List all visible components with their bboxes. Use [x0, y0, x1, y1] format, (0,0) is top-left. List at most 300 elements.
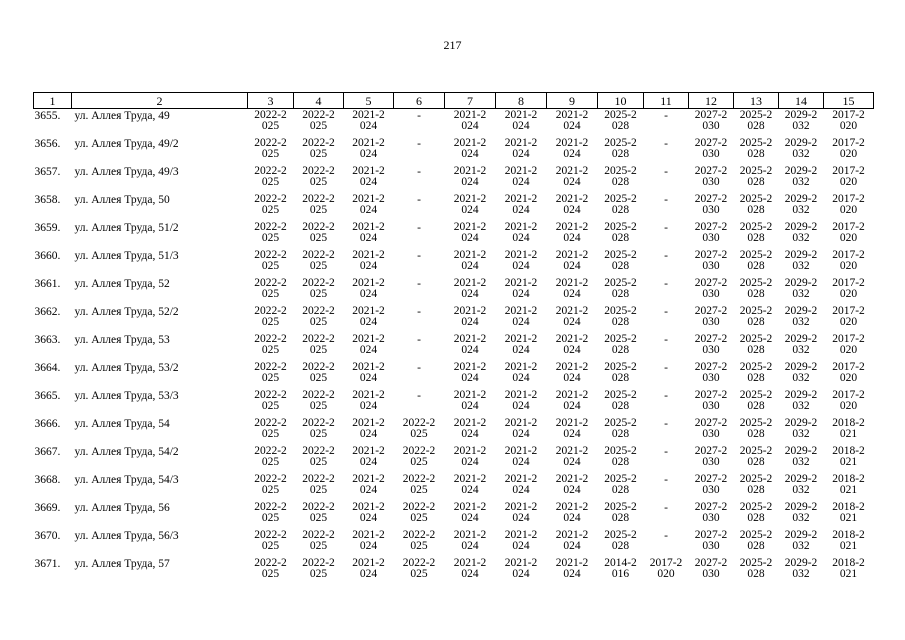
period-cell: [248, 529, 294, 557]
period-value: 2022-2025: [254, 445, 287, 468]
period-value: 2021-2024: [555, 417, 589, 440]
period-value: 2022-2025: [402, 501, 436, 524]
table-row: [34, 529, 874, 557]
period-value: 2017-2020: [649, 557, 683, 580]
row-number: 3667.: [34, 446, 61, 458]
period-value: 2022-2025: [402, 557, 436, 580]
period-value: 2021-2024: [352, 249, 385, 272]
period-value: 2021-2024: [504, 137, 538, 160]
period-value: 2022-2025: [302, 445, 335, 468]
address-cell: ул. Аллея Труда, 51/3: [74, 250, 179, 262]
period-value: 2021-2024: [453, 529, 487, 552]
period-cell: [496, 109, 547, 138]
period-value: 2021-2024: [504, 333, 538, 356]
period-cell: [734, 277, 779, 305]
period-value: 2022-2025: [302, 109, 335, 132]
period-value: 2025-2028: [604, 137, 637, 160]
address-cell: ул. Аллея Труда, 57: [74, 558, 170, 570]
period-cell: [394, 473, 445, 501]
period-value: 2017-2020: [832, 333, 865, 356]
period-value: 2025-2028: [604, 529, 637, 552]
period-value: 2022-2025: [302, 389, 335, 412]
period-value: 2017-2020: [832, 389, 865, 412]
row-number: 3661.: [34, 278, 61, 290]
period-value: 2021-2024: [555, 473, 589, 496]
period-cell: [689, 277, 734, 305]
table-row: [34, 221, 874, 249]
period-cell: [294, 305, 344, 333]
period-cell: [689, 333, 734, 361]
period-cell: [598, 529, 644, 557]
period-cell: [598, 417, 644, 445]
column-header-15: 15: [824, 93, 874, 109]
period-cell: [496, 501, 547, 529]
period-value: 2022-2025: [402, 473, 436, 496]
period-value: 2021-2024: [504, 501, 538, 524]
period-cell: [294, 221, 344, 249]
period-cell: [496, 193, 547, 221]
table-row: [34, 445, 874, 473]
period-cell: [779, 389, 824, 417]
period-value: 2021-2024: [453, 361, 487, 384]
period-value: 2021-2024: [352, 137, 385, 160]
period-value: 2017-2020: [832, 137, 865, 160]
period-cell: [689, 445, 734, 473]
address-cell: ул. Аллея Труда, 51/2: [74, 222, 179, 234]
address-cell: ул. Аллея Труда, 50: [74, 194, 170, 206]
period-value: 2021-2024: [504, 557, 538, 580]
period-cell: [248, 473, 294, 501]
period-value: 2027-2030: [694, 473, 728, 496]
period-value: 2025-2028: [604, 277, 637, 300]
period-cell: [779, 193, 824, 221]
period-value: 2029-2032: [784, 277, 818, 300]
period-cell: [294, 333, 344, 361]
period-value: 2021-2024: [352, 473, 385, 496]
period-cell: [734, 445, 779, 473]
period-value: 2029-2032: [784, 473, 818, 496]
period-value: 2029-2032: [784, 445, 818, 468]
period-cell: [734, 221, 779, 249]
table-row: [34, 249, 874, 277]
period-cell: [344, 557, 394, 585]
period-cell: [344, 109, 394, 138]
period-value: 2027-2030: [694, 529, 728, 552]
period-cell: [824, 473, 874, 501]
period-value: 2022-2025: [302, 361, 335, 384]
empty-period-cell: -: [664, 390, 668, 402]
period-cell: [547, 193, 598, 221]
period-cell: [779, 333, 824, 361]
address-cell: ул. Аллея Труда, 49: [74, 110, 170, 122]
period-value: 2018-2021: [832, 529, 865, 552]
period-value: 2029-2032: [784, 137, 818, 160]
address-cell: ул. Аллея Труда, 52: [74, 278, 170, 290]
period-value: 2025-2028: [604, 389, 637, 412]
period-value: 2021-2024: [504, 417, 538, 440]
period-value: 2022-2025: [254, 249, 287, 272]
address-cell: ул. Аллея Труда, 49/2: [74, 138, 179, 150]
period-value: 2027-2030: [694, 109, 728, 132]
period-cell: [824, 529, 874, 557]
period-cell: [598, 445, 644, 473]
period-cell: [496, 473, 547, 501]
period-cell: [547, 333, 598, 361]
period-value: 2017-2020: [832, 277, 865, 300]
column-header-4: 4: [294, 93, 344, 109]
period-value: 2029-2032: [784, 109, 818, 132]
period-cell: [294, 165, 344, 193]
period-value: 2017-2020: [832, 361, 865, 384]
period-cell: [824, 249, 874, 277]
period-value: 2027-2030: [694, 137, 728, 160]
period-cell: [248, 249, 294, 277]
period-cell: [598, 361, 644, 389]
period-cell: [344, 221, 394, 249]
column-header-9: 9: [547, 93, 598, 109]
period-value: 2021-2024: [352, 389, 385, 412]
period-value: 2017-2020: [832, 249, 865, 272]
period-cell: [779, 417, 824, 445]
period-value: 2029-2032: [784, 333, 818, 356]
period-value: 2025-2028: [739, 361, 773, 384]
period-value: 2022-2025: [302, 277, 335, 300]
empty-period-cell: -: [664, 278, 668, 290]
page-number: 217: [443, 38, 462, 52]
row-number: 3666.: [34, 418, 61, 430]
period-value: 2018-2021: [832, 445, 865, 468]
period-value: 2029-2032: [784, 557, 818, 580]
period-cell: [734, 389, 779, 417]
table-row: [34, 473, 874, 501]
period-value: 2025-2028: [739, 249, 773, 272]
period-cell: [598, 109, 644, 138]
period-cell: [779, 165, 824, 193]
empty-period-cell: -: [664, 418, 668, 430]
column-header-6: 6: [394, 93, 445, 109]
period-value: 2022-2025: [302, 501, 335, 524]
column-number-row: [34, 93, 874, 109]
period-value: 2022-2025: [254, 361, 287, 384]
period-cell: [344, 445, 394, 473]
period-cell: [598, 389, 644, 417]
period-value: 2021-2024: [352, 193, 385, 216]
period-cell: [547, 473, 598, 501]
period-value: 2025-2028: [739, 333, 773, 356]
period-value: 2021-2024: [504, 445, 538, 468]
period-value: 2021-2024: [555, 361, 589, 384]
period-value: 2022-2025: [254, 277, 287, 300]
period-value: 2021-2024: [555, 193, 589, 216]
period-value: 2022-2025: [302, 193, 335, 216]
period-cell: [547, 417, 598, 445]
period-value: 2025-2028: [604, 165, 637, 188]
period-value: 2025-2028: [604, 333, 637, 356]
period-value: 2022-2025: [302, 305, 335, 328]
period-cell: [734, 193, 779, 221]
period-cell: [547, 361, 598, 389]
period-value: 2021-2024: [453, 501, 487, 524]
period-cell: [689, 557, 734, 585]
period-cell: [445, 333, 496, 361]
period-cell: [248, 109, 294, 138]
period-cell: [824, 193, 874, 221]
period-cell: [496, 137, 547, 165]
period-value: 2022-2025: [302, 473, 335, 496]
period-cell: [445, 389, 496, 417]
period-value: 2021-2024: [453, 557, 487, 580]
empty-period-cell: -: [417, 306, 421, 318]
period-value: 2021-2024: [453, 417, 487, 440]
table-body: [34, 109, 874, 586]
period-cell: [779, 137, 824, 165]
address-cell: ул. Аллея Труда, 56/3: [74, 530, 179, 542]
table-row: [34, 305, 874, 333]
period-value: 2021-2024: [504, 221, 538, 244]
empty-period-cell: -: [417, 110, 421, 122]
period-value: 2017-2020: [832, 165, 865, 188]
table-row: [34, 277, 874, 305]
period-value: 2017-2020: [832, 305, 865, 328]
period-cell: [445, 473, 496, 501]
period-value: 2022-2025: [254, 529, 287, 552]
period-cell: [734, 473, 779, 501]
period-cell: [689, 361, 734, 389]
period-cell: [644, 557, 689, 585]
empty-period-cell: -: [417, 278, 421, 290]
period-value: 2029-2032: [784, 361, 818, 384]
period-value: 2021-2024: [453, 137, 487, 160]
period-value: 2025-2028: [604, 445, 637, 468]
period-value: 2021-2024: [555, 109, 589, 132]
period-value: 2021-2024: [453, 109, 487, 132]
empty-period-cell: -: [664, 194, 668, 206]
period-cell: [344, 389, 394, 417]
period-value: 2017-2020: [832, 109, 865, 132]
period-value: 2025-2028: [604, 361, 637, 384]
period-cell: [734, 249, 779, 277]
period-cell: [779, 473, 824, 501]
table-row: [34, 193, 874, 221]
period-value: 2022-2025: [254, 109, 287, 132]
period-cell: [248, 417, 294, 445]
period-cell: [445, 221, 496, 249]
period-value: 2022-2025: [254, 333, 287, 356]
period-cell: [248, 305, 294, 333]
period-value: 2021-2024: [453, 445, 487, 468]
period-value: 2022-2025: [254, 221, 287, 244]
period-cell: [689, 389, 734, 417]
period-value: 2022-2025: [302, 165, 335, 188]
period-value: 2027-2030: [694, 193, 728, 216]
period-cell: [344, 501, 394, 529]
period-cell: [598, 249, 644, 277]
period-value: 2021-2024: [352, 221, 385, 244]
period-value: 2025-2028: [739, 473, 773, 496]
period-cell: [294, 473, 344, 501]
period-cell: [344, 333, 394, 361]
period-cell: [824, 501, 874, 529]
period-cell: [689, 249, 734, 277]
period-value: 2018-2021: [832, 501, 865, 524]
period-value: 2025-2028: [739, 501, 773, 524]
period-cell: [445, 165, 496, 193]
period-cell: [248, 557, 294, 585]
period-value: 2027-2030: [694, 445, 728, 468]
period-cell: [598, 193, 644, 221]
period-cell: [294, 193, 344, 221]
period-value: 2021-2024: [504, 165, 538, 188]
period-value: 2021-2024: [453, 193, 487, 216]
period-cell: [779, 277, 824, 305]
period-value: 2027-2030: [694, 557, 728, 580]
period-cell: [734, 361, 779, 389]
period-cell: [294, 361, 344, 389]
empty-period-cell: -: [664, 110, 668, 122]
empty-period-cell: -: [664, 502, 668, 514]
period-cell: [734, 417, 779, 445]
period-cell: [734, 333, 779, 361]
period-value: 2025-2028: [739, 417, 773, 440]
period-cell: [598, 305, 644, 333]
period-cell: [779, 557, 824, 585]
period-value: 2022-2025: [302, 249, 335, 272]
period-value: 2025-2028: [739, 137, 773, 160]
period-cell: [445, 249, 496, 277]
empty-period-cell: -: [664, 334, 668, 346]
period-cell: [344, 277, 394, 305]
period-cell: [689, 417, 734, 445]
period-cell: [248, 445, 294, 473]
period-value: 2021-2024: [453, 249, 487, 272]
period-value: 2029-2032: [784, 249, 818, 272]
period-value: 2022-2025: [302, 529, 335, 552]
period-cell: [445, 361, 496, 389]
period-cell: [394, 557, 445, 585]
empty-period-cell: -: [664, 222, 668, 234]
period-cell: [824, 389, 874, 417]
period-cell: [394, 501, 445, 529]
period-value: 2027-2030: [694, 165, 728, 188]
period-cell: [689, 165, 734, 193]
period-value: 2022-2025: [254, 557, 287, 580]
empty-period-cell: -: [417, 250, 421, 262]
period-cell: [824, 333, 874, 361]
period-cell: [779, 529, 824, 557]
period-value: 2029-2032: [784, 165, 818, 188]
period-cell: [734, 165, 779, 193]
period-cell: [689, 529, 734, 557]
period-cell: [824, 445, 874, 473]
period-cell: [734, 305, 779, 333]
period-value: 2029-2032: [784, 501, 818, 524]
address-cell: ул. Аллея Труда, 54: [74, 418, 170, 430]
address-cell: ул. Аллея Труда, 54/3: [74, 474, 179, 486]
period-cell: [445, 305, 496, 333]
period-value: 2021-2024: [453, 165, 487, 188]
period-cell: [734, 137, 779, 165]
period-cell: [294, 137, 344, 165]
period-cell: [394, 445, 445, 473]
period-value: 2021-2024: [352, 165, 385, 188]
period-value: 2022-2025: [402, 445, 436, 468]
empty-period-cell: -: [664, 474, 668, 486]
row-number: 3671.: [34, 558, 61, 570]
period-cell: [779, 501, 824, 529]
period-value: 2025-2028: [604, 417, 637, 440]
period-cell: [547, 109, 598, 138]
period-cell: [496, 249, 547, 277]
period-cell: [734, 109, 779, 138]
period-cell: [496, 361, 547, 389]
period-cell: [824, 277, 874, 305]
row-number: 3664.: [34, 362, 61, 374]
period-value: 2025-2028: [739, 529, 773, 552]
period-cell: [445, 193, 496, 221]
period-cell: [689, 193, 734, 221]
period-cell: [445, 277, 496, 305]
period-cell: [344, 137, 394, 165]
address-cell: ул. Аллея Труда, 49/3: [74, 166, 179, 178]
period-cell: [344, 193, 394, 221]
period-cell: [598, 137, 644, 165]
period-cell: [689, 137, 734, 165]
period-cell: [547, 501, 598, 529]
row-number: 3660.: [34, 250, 61, 262]
empty-period-cell: -: [417, 222, 421, 234]
period-value: 2022-2025: [302, 221, 335, 244]
period-cell: [824, 417, 874, 445]
period-value: 2029-2032: [784, 417, 818, 440]
period-value: 2018-2021: [832, 557, 865, 580]
period-cell: [598, 165, 644, 193]
table-row: [34, 389, 874, 417]
period-value: 2025-2028: [604, 473, 637, 496]
address-cell: ул. Аллея Труда, 53/2: [74, 362, 179, 374]
period-value: 2025-2028: [604, 305, 637, 328]
row-number: 3668.: [34, 474, 61, 486]
period-value: 2021-2024: [453, 305, 487, 328]
period-value: 2021-2024: [504, 193, 538, 216]
period-cell: [344, 305, 394, 333]
period-value: 2025-2028: [604, 249, 637, 272]
period-value: 2025-2028: [739, 389, 773, 412]
period-value: 2021-2024: [555, 165, 589, 188]
period-cell: [824, 305, 874, 333]
address-cell: ул. Аллея Труда, 52/2: [74, 306, 179, 318]
period-cell: [824, 165, 874, 193]
period-value: 2027-2030: [694, 305, 728, 328]
period-value: 2021-2024: [352, 417, 385, 440]
period-value: 2027-2030: [694, 501, 728, 524]
period-cell: [689, 305, 734, 333]
period-cell: [394, 417, 445, 445]
period-cell: [689, 501, 734, 529]
period-cell: [547, 529, 598, 557]
period-cell: [248, 501, 294, 529]
column-header-5: 5: [344, 93, 394, 109]
period-value: 2025-2028: [739, 165, 773, 188]
period-cell: [779, 305, 824, 333]
period-cell: [248, 165, 294, 193]
period-value: 2027-2030: [694, 361, 728, 384]
period-value: 2022-2025: [254, 165, 287, 188]
period-value: 2018-2021: [832, 473, 865, 496]
table-row: [34, 417, 874, 445]
period-value: 2022-2025: [254, 389, 287, 412]
period-cell: [598, 221, 644, 249]
period-cell: [779, 361, 824, 389]
